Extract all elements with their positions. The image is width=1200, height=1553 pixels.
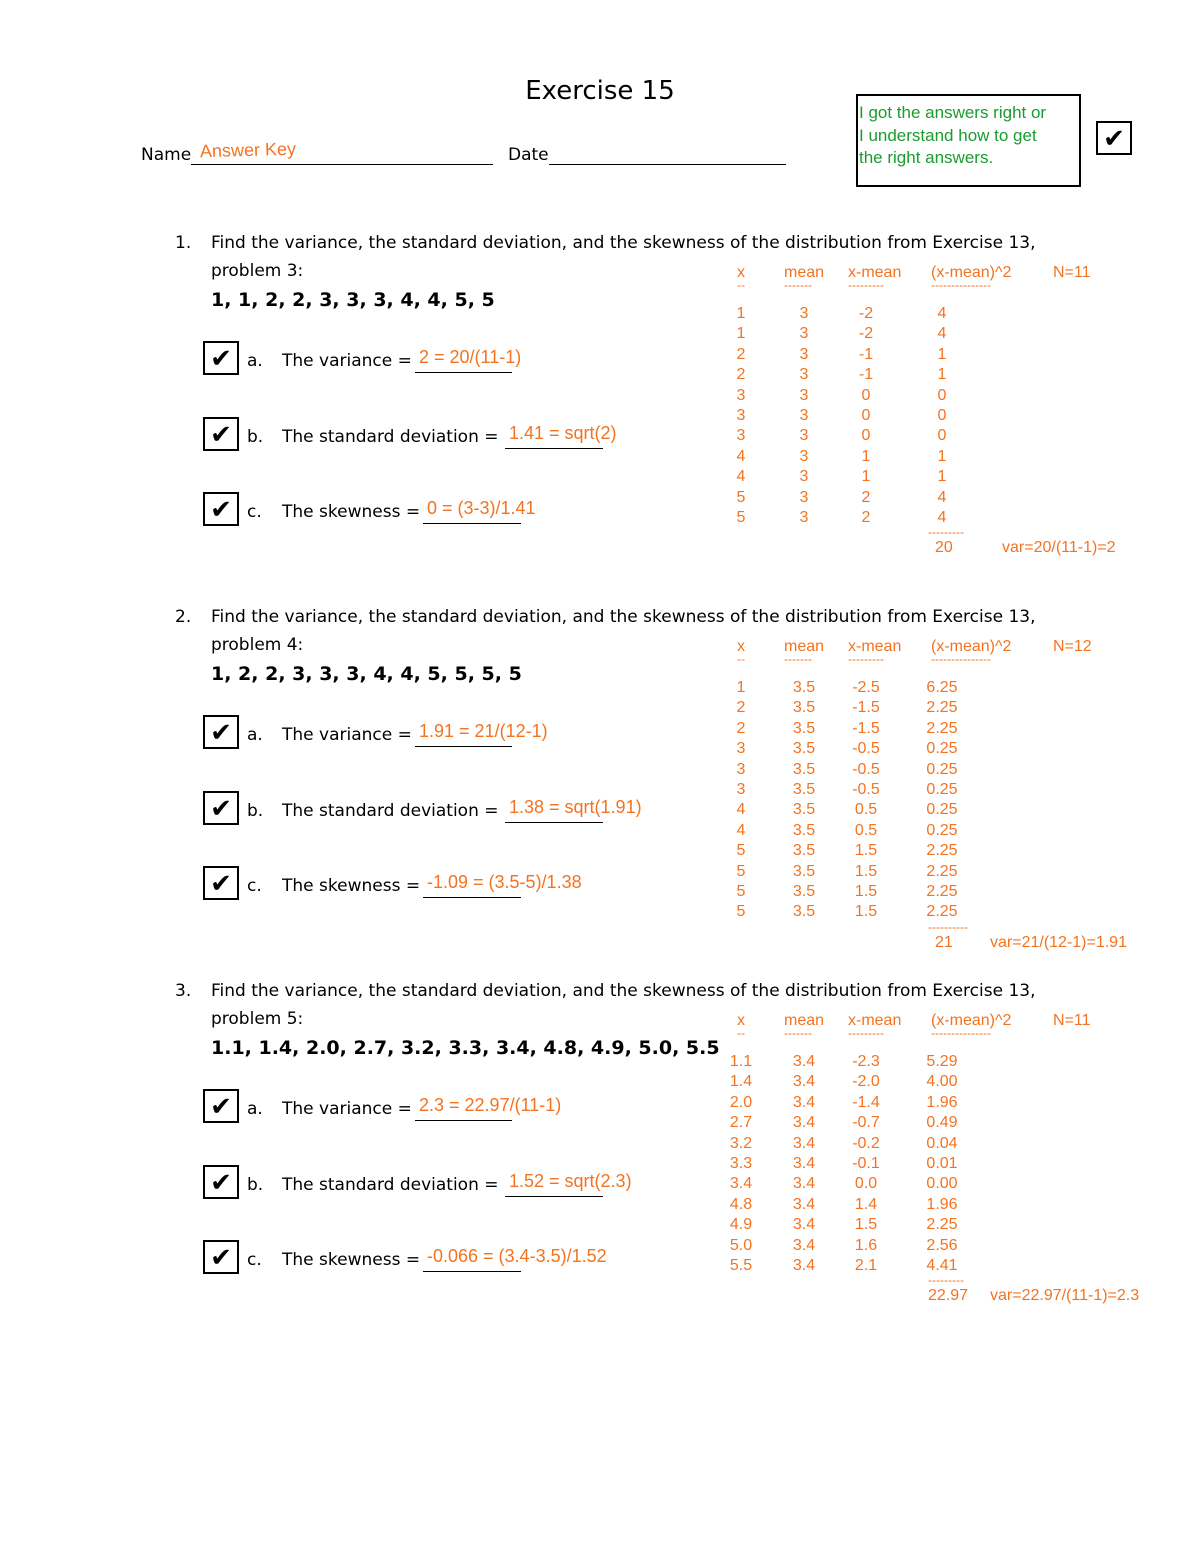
answer-checkbox[interactable]: [203, 1165, 239, 1199]
table-cell: 5: [736, 842, 746, 860]
table-cell: -1: [858, 366, 874, 384]
part-letter: c.: [247, 876, 262, 896]
part-letter: b.: [247, 801, 264, 821]
table-header-cell: N=11: [1053, 264, 1091, 281]
table-header-rule: ---------------: [931, 1026, 991, 1040]
table-cell: 3: [736, 386, 746, 404]
table-cell: -0.1: [852, 1155, 880, 1172]
table-header-rule: ---------: [848, 1026, 884, 1040]
table-cell: 2.25: [926, 699, 958, 717]
table-cell: 5: [736, 903, 746, 921]
table-header-rule: -------: [784, 1026, 812, 1040]
problem-number: 2.: [175, 607, 192, 627]
answer-value[interactable]: 1.91 = 21/(12-1): [419, 721, 548, 741]
part-letter: c.: [247, 502, 262, 522]
table-cell: 3.5: [792, 719, 816, 737]
table-cell: 5: [736, 509, 746, 526]
table-cell: 0.5: [854, 821, 878, 839]
answer-checkbox[interactable]: [203, 492, 239, 526]
problem-text-continued: problem 3:: [211, 261, 304, 281]
table-cell: 3.5: [792, 699, 816, 717]
answer-checkbox[interactable]: [203, 1240, 239, 1274]
problem-text: Find the variance, the standard deviation, and the skewness of the distribution from Exercise 13,: [211, 233, 1036, 253]
answer-underline: [423, 1270, 521, 1272]
table-header-rule: --: [737, 1026, 745, 1040]
table-cell: 4.00: [926, 1073, 958, 1091]
table-cell: 2.25: [926, 883, 958, 900]
sum-rule: ---------: [928, 525, 964, 540]
table-cell: 0.25: [926, 781, 958, 798]
part-letter: c.: [247, 1250, 262, 1270]
table-cell: -2.3: [852, 1053, 880, 1070]
table-header-cell: x-mean: [848, 1012, 902, 1029]
table-cell: 3.4: [792, 1134, 816, 1152]
table-cell: 4.9: [729, 1216, 753, 1234]
answer-underline: [505, 1195, 603, 1197]
problem-dataset: 1.1, 1.4, 2.0, 2.7, 3.2, 3.3, 3.4, 4.8, 4.9, 5.0, 5.5: [211, 1037, 720, 1059]
checkmark-icon: ✔: [210, 343, 232, 373]
table-cell: 3.5: [792, 883, 816, 900]
checkmark-icon: ✔: [210, 717, 232, 747]
table-header-cell: (x-mean)^2: [931, 264, 1012, 281]
table-cell: 2.25: [926, 842, 958, 860]
sum-value: 22.97: [928, 1287, 969, 1305]
table-cell: 5: [736, 488, 746, 506]
part-label: The standard deviation =: [282, 1175, 499, 1195]
table-cell: 3.4: [792, 1216, 816, 1234]
table-cell: 4: [736, 447, 746, 465]
self-assessment-box: [856, 94, 1081, 187]
table-header-cell: x: [737, 638, 745, 655]
part-label: The standard deviation =: [282, 801, 499, 821]
table-cell: 3.4: [792, 1073, 816, 1091]
table-cell: -2.0: [852, 1073, 880, 1091]
date-label: Date: [508, 145, 549, 165]
table-cell: -0.5: [852, 760, 880, 778]
name-underline: [191, 163, 493, 165]
table-header-rule: ---------------: [931, 652, 991, 666]
table-header-rule: ---------: [848, 278, 884, 292]
table-cell: 1.1: [729, 1053, 753, 1070]
table-cell: 3.5: [792, 679, 816, 696]
table-cell: -2: [858, 325, 874, 343]
table-cell: -1: [858, 345, 874, 363]
table-cell: 3: [799, 509, 809, 526]
part-label: The variance =: [282, 351, 412, 371]
table-cell: 3.4: [792, 1053, 816, 1070]
problem-dataset: 1, 2, 2, 3, 3, 3, 4, 4, 5, 5, 5, 5: [211, 663, 522, 685]
answer-value[interactable]: 0 = (3-3)/1.41: [427, 498, 536, 518]
table-cell: 4: [937, 509, 947, 526]
table-cell: 1: [937, 468, 947, 486]
table-cell: 1: [861, 468, 871, 486]
checkmark-icon: ✔: [210, 1167, 232, 1197]
table-cell: 1: [736, 679, 746, 696]
answer-value[interactable]: 2.3 = 22.97/(11-1): [419, 1095, 562, 1115]
table-header-cell: N=12: [1053, 638, 1092, 655]
table-cell: 3.4: [792, 1093, 816, 1111]
table-cell: 0.25: [926, 760, 958, 778]
table-cell: 0.25: [926, 801, 958, 819]
answer-checkbox[interactable]: [203, 341, 239, 375]
table-cell: 3: [799, 305, 809, 322]
part-label: The variance =: [282, 725, 412, 745]
table-cell: 5: [736, 862, 746, 880]
table-cell: 3: [799, 325, 809, 343]
table-cell: 1: [736, 325, 746, 343]
table-cell: 1.5: [854, 1216, 878, 1234]
table-cell: 1.6: [854, 1236, 878, 1254]
table-cell: 0.25: [926, 821, 958, 839]
table-cell: 3.5: [792, 801, 816, 819]
problem-dataset: 1, 1, 2, 2, 3, 3, 3, 4, 4, 5, 5: [211, 289, 495, 311]
table-header-cell: mean: [784, 1012, 825, 1029]
answer-checkbox[interactable]: [203, 1089, 239, 1123]
page-title: Exercise 15: [525, 76, 675, 106]
table-cell: 0.0: [854, 1175, 878, 1193]
checkmark-icon: ✔: [210, 494, 232, 524]
sum-rule: ----------: [928, 919, 968, 934]
table-cell: 3: [736, 740, 746, 758]
problem-text: Find the variance, the standard deviation, and the skewness of the distribution from Exercise 13,: [211, 981, 1036, 1001]
table-header-rule: ---------------: [931, 278, 991, 292]
answer-checkbox[interactable]: [203, 791, 239, 825]
answer-value[interactable]: 2 = 20/(11-1): [419, 347, 522, 367]
table-cell: 3: [799, 447, 809, 465]
table-cell: 2.25: [926, 862, 958, 880]
name-value[interactable]: Answer Key: [199, 138, 297, 162]
table-cell: 3.5: [792, 862, 816, 880]
table-header-rule: --: [737, 652, 745, 666]
table-cell: 3.4: [792, 1236, 816, 1254]
answer-checkbox[interactable]: [203, 866, 239, 900]
problem-number: 1.: [175, 233, 192, 253]
table-cell: 2.25: [926, 1216, 958, 1234]
table-cell: 1: [937, 366, 947, 384]
answer-value[interactable]: 1.41 = sqrt(2): [509, 423, 617, 443]
table-cell: 3.4: [792, 1155, 816, 1172]
table-cell: 2: [736, 345, 746, 363]
part-label: The skewness =: [282, 876, 421, 896]
table-cell: 3: [736, 781, 746, 798]
table-header-rule: ---------: [848, 652, 884, 666]
part-label: The skewness =: [282, 1250, 421, 1270]
part-letter: a.: [247, 1099, 263, 1119]
table-cell: 0.49: [926, 1114, 958, 1132]
answer-value[interactable]: -1.09 = (3.5-5)/1.38: [427, 872, 582, 892]
table-cell: 0: [937, 407, 947, 424]
table-cell: 3: [736, 760, 746, 778]
table-cell: -1.5: [852, 719, 880, 737]
date-underline[interactable]: [549, 163, 786, 165]
part-letter: b.: [247, 1175, 264, 1195]
table-cell: 2.1: [854, 1257, 878, 1274]
table-header-rule: --: [737, 278, 745, 292]
table-cell: 3: [799, 345, 809, 363]
table-cell: 4: [736, 468, 746, 486]
table-cell: 0.01: [926, 1155, 958, 1172]
part-label: The variance =: [282, 1099, 412, 1119]
table-cell: 0: [861, 427, 871, 445]
table-cell: 3.4: [792, 1114, 816, 1132]
answer-underline: [423, 896, 521, 898]
table-cell: 3: [736, 407, 746, 424]
variance-note: var=21/(12-1)=1.91: [990, 933, 1127, 951]
table-cell: 0: [861, 407, 871, 424]
problem-text-continued: problem 4:: [211, 635, 304, 655]
table-header-cell: x: [737, 264, 745, 281]
self-assessment-checkbox[interactable]: [1096, 121, 1132, 155]
table-cell: 1.5: [854, 883, 878, 900]
table-cell: 4: [937, 488, 947, 506]
table-cell: 3.2: [729, 1134, 753, 1152]
problem-text-continued: problem 5:: [211, 1009, 304, 1029]
part-label: The standard deviation =: [282, 427, 499, 447]
table-cell: 1.5: [854, 862, 878, 880]
answer-underline: [505, 447, 603, 449]
table-cell: 1.4: [729, 1073, 753, 1091]
table-cell: 3.4: [792, 1175, 816, 1193]
name-label: Name: [141, 145, 192, 165]
table-header-cell: mean: [784, 264, 825, 281]
table-cell: 2.7: [729, 1114, 753, 1132]
table-cell: 4.41: [926, 1257, 958, 1274]
answer-checkbox[interactable]: [203, 417, 239, 451]
table-header-cell: mean: [784, 638, 825, 655]
table-cell: 5.5: [729, 1257, 753, 1274]
table-cell: 0.5: [854, 801, 878, 819]
table-cell: 1: [937, 447, 947, 465]
table-cell: 1.5: [854, 842, 878, 860]
table-cell: 1.5: [854, 903, 878, 921]
table-header-rule: -------: [784, 652, 812, 666]
table-header-rule: -------: [784, 278, 812, 292]
table-cell: 3.5: [792, 903, 816, 921]
table-cell: 2: [736, 699, 746, 717]
table-header-cell: (x-mean)^2: [931, 638, 1012, 655]
table-cell: 3: [799, 488, 809, 506]
table-cell: -0.5: [852, 781, 880, 798]
answer-underline: [423, 522, 521, 524]
answer-value[interactable]: 1.52 = sqrt(2.3): [509, 1171, 632, 1191]
checkmark-icon: ✔: [210, 868, 232, 898]
table-cell: 1: [736, 305, 746, 322]
table-cell: 2.25: [926, 719, 958, 737]
answer-checkbox[interactable]: [203, 715, 239, 749]
table-cell: 4: [736, 801, 746, 819]
table-cell: 3.5: [792, 821, 816, 839]
part-letter: b.: [247, 427, 264, 447]
table-cell: 4.8: [729, 1195, 753, 1213]
table-header-cell: x-mean: [848, 638, 902, 655]
table-cell: 0: [937, 427, 947, 445]
table-cell: 1.96: [926, 1195, 958, 1213]
table-cell: 1.4: [854, 1195, 878, 1213]
self-assessment-text: I got the answers right or I understand how to get the right answers.: [859, 103, 1047, 167]
variance-note: var=22.97/(11-1)=2.3: [990, 1287, 1140, 1305]
table-cell: 3: [799, 427, 809, 445]
part-letter: a.: [247, 725, 263, 745]
answer-underline: [415, 1119, 512, 1121]
table-cell: 1.96: [926, 1093, 958, 1111]
answer-value[interactable]: 1.38 = sqrt(1.91): [509, 797, 642, 817]
table-cell: 2: [736, 366, 746, 384]
table-cell: -0.2: [852, 1134, 880, 1152]
table-cell: 3: [799, 468, 809, 486]
table-header-cell: N=11: [1053, 1012, 1091, 1029]
checkmark-icon: ✔: [210, 793, 232, 823]
table-cell: 0: [861, 386, 871, 404]
answer-underline: [415, 371, 512, 373]
table-cell: 0.25: [926, 740, 958, 758]
table-cell: 3: [799, 366, 809, 384]
table-cell: 0.00: [926, 1175, 958, 1193]
table-cell: -0.5: [852, 740, 880, 758]
table-cell: 3.5: [792, 760, 816, 778]
table-cell: 1: [861, 447, 871, 465]
table-cell: 4: [736, 821, 746, 839]
problem-number: 3.: [175, 981, 192, 1001]
table-cell: 2.0: [729, 1093, 753, 1111]
table-cell: 3.4: [729, 1175, 753, 1193]
table-cell: 3: [799, 407, 809, 424]
answer-underline: [505, 821, 603, 823]
checkmark-icon: ✔: [1103, 123, 1125, 153]
table-cell: 0: [937, 386, 947, 404]
table-cell: -2: [858, 305, 874, 322]
table-cell: 2: [861, 488, 871, 506]
table-cell: -2.5: [852, 679, 880, 696]
table-cell: -1.4: [852, 1093, 880, 1111]
answer-value[interactable]: -0.066 = (3.4-3.5)/1.52: [427, 1246, 607, 1266]
sum-rule: ---------: [928, 1273, 964, 1288]
table-header-cell: (x-mean)^2: [931, 1012, 1012, 1029]
problem-text: Find the variance, the standard deviation, and the skewness of the distribution from Exercise 13,: [211, 607, 1036, 627]
table-cell: 2: [861, 509, 871, 526]
table-cell: 3: [736, 427, 746, 445]
checkmark-icon: ✔: [210, 1091, 232, 1121]
table-cell: 2.56: [926, 1236, 958, 1254]
table-cell: 3.4: [792, 1195, 816, 1213]
part-label: The skewness =: [282, 502, 421, 522]
table-cell: -1.5: [852, 699, 880, 717]
table-cell: 3.5: [792, 842, 816, 860]
table-cell: -0.7: [852, 1114, 880, 1132]
checkmark-icon: ✔: [210, 419, 232, 449]
table-cell: 3.4: [792, 1257, 816, 1274]
checkmark-icon: ✔: [210, 1242, 232, 1272]
answer-underline: [415, 745, 512, 747]
sum-value: 21: [935, 933, 953, 951]
table-header-cell: x-mean: [848, 264, 902, 281]
table-cell: 3.3: [729, 1155, 753, 1172]
table-header-cell: x: [737, 1012, 745, 1029]
table-cell: 3.5: [792, 781, 816, 798]
sum-value: 20: [935, 539, 953, 557]
part-letter: a.: [247, 351, 263, 371]
table-cell: 0.04: [926, 1134, 958, 1152]
table-cell: 5: [736, 883, 746, 900]
table-cell: 2.25: [926, 903, 958, 921]
table-cell: 3.5: [792, 740, 816, 758]
table-cell: 5.29: [926, 1053, 958, 1070]
table-cell: 1: [937, 345, 947, 363]
table-cell: 3: [799, 386, 809, 404]
table-cell: 4: [937, 305, 947, 322]
table-cell: 6.25: [926, 679, 958, 696]
table-cell: 5.0: [729, 1236, 753, 1254]
variance-note: var=20/(11-1)=2: [1002, 539, 1116, 557]
table-cell: 2: [736, 719, 746, 737]
table-cell: 4: [937, 325, 947, 343]
